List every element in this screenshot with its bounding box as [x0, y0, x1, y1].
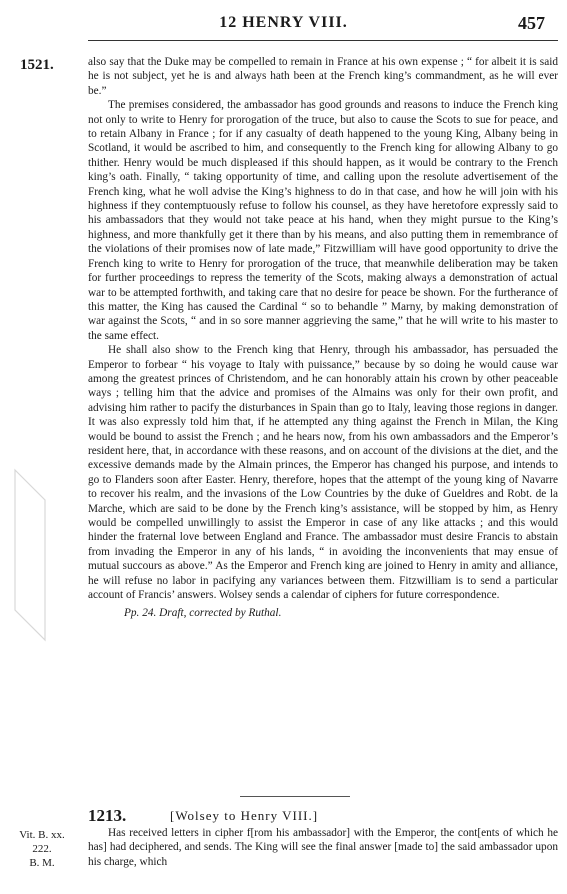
manuscript-reference: 222.	[32, 843, 52, 855]
manuscript-reference: Vit. B. xx.	[19, 829, 65, 841]
running-title: 12 HENRY VIII.	[219, 14, 348, 31]
entry-title: [Wolsey to Henry VIII.]	[170, 808, 319, 823]
paragraph: The premises considered, the ambassador has good grounds and reasons to induce the French king not only to write to Henry for prorogation of the truce, but also to cause the Scots to sue for peace, and to retain Albany in France ; for if any casualty of death happened to the young King, Albany being in Scotland, it would be ascribed to him, and consequently to the French king for allowing Albany to go thither. Henry would be much displeased if this should happen, as it would be contrary to the French king’s oath. Finally, “ taking opportunity of time, and calling upon the resolute advertisement of the French king, what he woll advise the King’s highness to do in that case, and how he will join with his highness if they contemptuously refuse to follow his counsel, as they have heretofore expressly said to his ambassadors that they would not take peace at his hand, when they might pursue to the King’s highness, and more thankfully get it there than by his means, and also putting them in remembrance of the violations of their promises now of late made,” Fitzwilliam will have good opportunity to drive the French king to write to Henry for prorogation of the truce, that meanwhile deliberation may be taken for further proceedings to repress the temerity of the Scots, making always a demonstration of actual war to be attempted forthwith, and taking care that no desire for peace be shown. For the furtherance of this matter, the King has caused the Cardinal “ so to behandle ” Marny, by making demonstration of war against the Scots, “ and in so sore manner aggrieving the same,” that he will write to his master to the same effect.	[88, 99, 558, 342]
paragraph: also say that the Duke may be compelled to remain in France at his own expense ; “ for albeit it is said he is not subject, yet he is and always hath been at the French king’s commandment, as he will ever be.”	[88, 56, 558, 97]
manuscript-reference: B. M.	[29, 857, 55, 869]
document-description: Pp. 24. Draft, corrected by Ruthal.	[124, 607, 282, 620]
paragraph: Has received letters in cipher f[rom his ambassador] with the Emperor, the cont[ents of which he has] had deciphered, and sends. The King will see the final answer [made to] the said ambassador upon his charge, which	[88, 827, 558, 868]
watermark-stamp	[0, 460, 60, 660]
margin-year: 1521.	[20, 57, 54, 73]
page-number: 457	[518, 13, 545, 33]
header-rule	[88, 40, 558, 41]
entry-body	[88, 826, 558, 869]
entry-number: 1213.	[88, 806, 127, 825]
section-divider	[240, 796, 350, 797]
page-header	[0, 10, 567, 40]
paragraph: He shall also show to the French king that Henry, through his ambassador, has persuaded the Emperor to forbear “ his voyage to Italy with puissance,” because by so doing he would cause war among the greatest princes of Christendom, and he can honorably attain his crown by other peaceable ways ; telling him that the advice and promises of the Almains was only for their own profit, and advising him rather to pacify the disturbances in Spain than go to Italy, leaving those regions in danger. It was also expressly told him that, if he attempted any thing against the French in Milan, the King would be bound to assist the French ; and he hears now, from his own ambassadors and the Emperor’s resident here, that, in accordance with these reasons, and on account of the divisions at the diet, and the excessive demands made by the Almain princes, the Emperor has changed his purpose, and intends to go to Flanders soon after Easter. Henry, therefore, hopes that the attempt of the young king of Navarre to recover his realm, and the invasions of the Low Countries by the duke of Gueldres and Robt. de la Marche, which are said to be done by the French king’s assistance, will be stopped by him, as Henry would be compelled unwillingly to assist the Emperor in case of any like attacks ; and this would hinder the fraternal love between England and France. The ambassador must desire Francis to abstain from invading the Emperor in any of his lands, “ in avoiding the inconvenients that may ensue of mutual succours as above.” As the Emperor and French king are joined to Henry in amity and alliance, he will refuse no labor in pacifying any variances between them. Fitzwilliam is to send a particular account of Francis’ answers. Wolsey sends a calendar of ciphers for future correspondence.	[88, 344, 558, 602]
main-text	[88, 55, 558, 621]
